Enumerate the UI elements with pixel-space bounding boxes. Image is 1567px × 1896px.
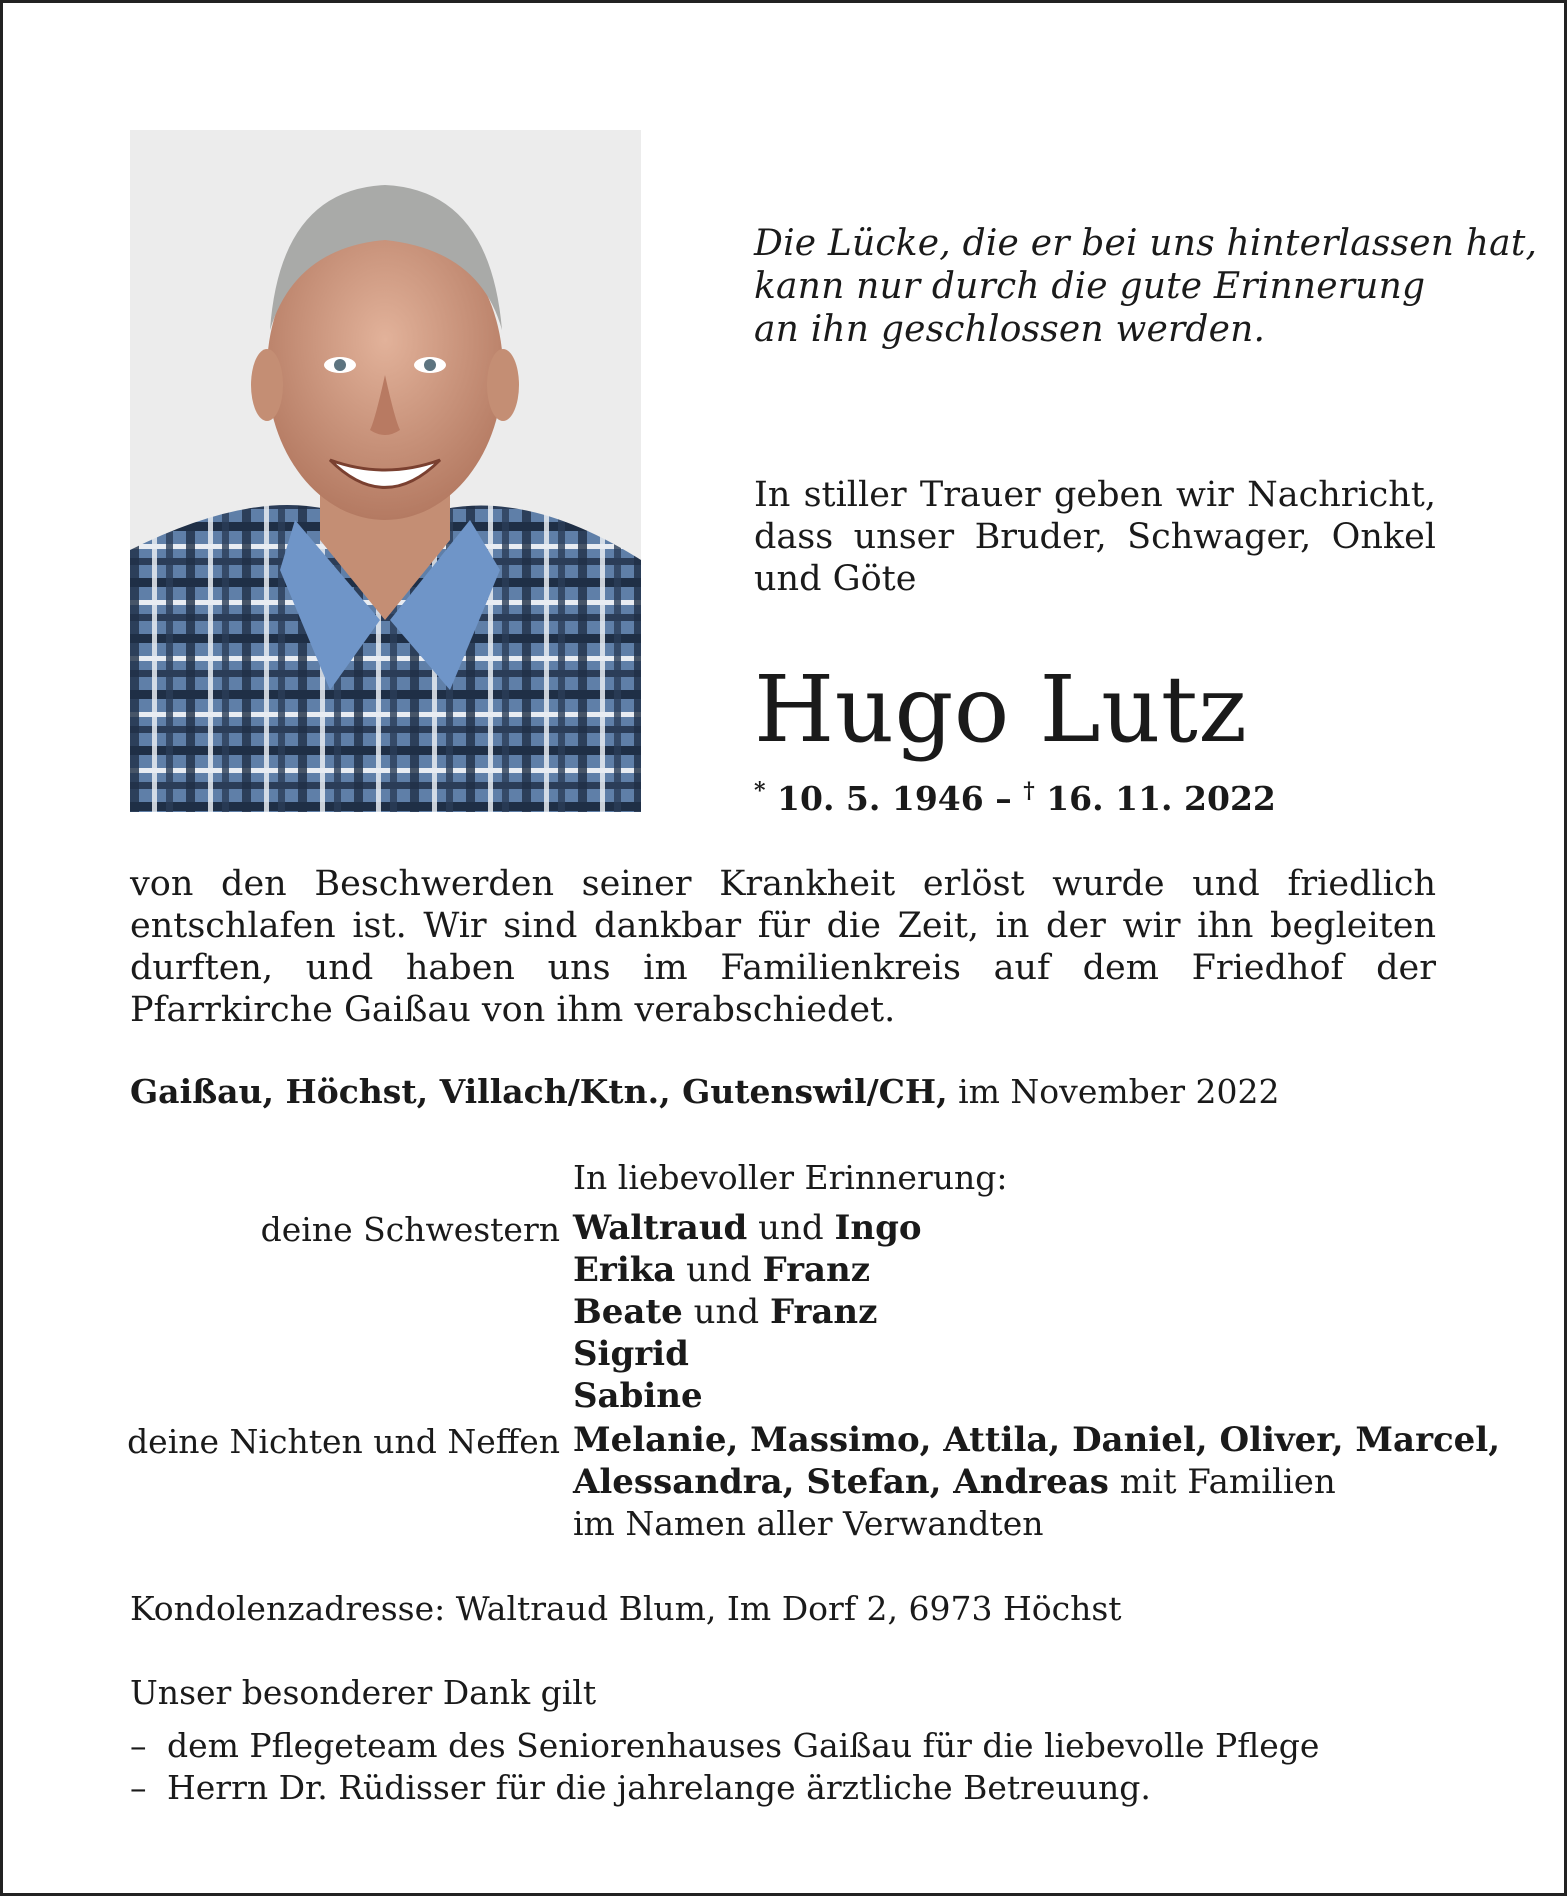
death-symbol: † [1023,778,1035,804]
sister-name: Sigrid [573,1334,689,1374]
partner-name: Franz [769,1292,878,1332]
nieces-line [573,1462,1336,1502]
deceased-name: Hugo Lutz [754,656,1248,763]
sister-name: Erika [573,1250,676,1290]
with-families: mit Familien [1119,1462,1336,1502]
thanks-text: Herrn Dr. Rüdisser für die jahrelange ärztliche Betreuung. [167,1768,1151,1807]
conjunction: und [686,1250,752,1290]
partner-name: Ingo [834,1208,922,1248]
motto-line: Die Lücke, die er bei uns hinterlassen hat, [754,223,1538,264]
nieces-names: Melanie, Massimo, Attila, Daniel, Oliver, Marcel, [573,1420,1501,1460]
motto-line: an ihn geschlossen werden. [754,309,1266,350]
thanks-item [130,1726,1319,1765]
portrait-photo [130,130,641,812]
motto-line: kann nur durch die gute Erinnerung [754,266,1426,307]
memory-line: In liebevoller Erinnerung: [573,1158,1008,1197]
places-locations: Gaißau, Höchst, Villach/Ktn., Gutenswil/CH, [130,1072,948,1111]
list-dash: – [130,1768,147,1807]
sister-line [573,1208,922,1248]
sister-line [573,1250,870,1290]
thanks-heading: Unser besonderer Dank gilt [130,1673,597,1712]
list-dash: – [130,1726,147,1765]
motto-quote [754,222,1538,351]
thanks-text: dem Pflegeteam des Seniorenhauses Gaißau für die liebevolle Pflege [167,1726,1320,1765]
intro-text: In stiller Trauer geben wir Nachricht, dass unser Bruder, Schwager, Onkel und Göte [754,475,1436,599]
birth-date: 10. 5. 1946 [777,779,984,818]
condolence-address: Kondolenzadresse: Waltraud Blum, Im Dorf 2, 6973 Höchst [130,1589,1122,1628]
relatives-line: im Namen aller Verwandten [573,1504,1044,1543]
death-date: 16. 11. 2022 [1046,779,1276,818]
birth-symbol: * [754,778,766,804]
life-dates [754,778,1276,818]
conjunction: und [693,1292,760,1332]
sister-line [573,1292,877,1332]
sister-name: Beate [573,1292,683,1332]
body-paragraph: von den Beschwerden seiner Krankheit erlöst wurde und friedlich entschlafen ist. Wir sind dankbar für die Zeit, in der wir ihn begleiten durften, und haben uns im Familienkreis auf dem Friedhof der Pfarrkirche Gaißau von ihm verabschiedet. [130,864,1436,1030]
sister-name: Sabine [573,1376,703,1416]
nieces-label: deine Nichten und Neffen [127,1422,560,1461]
sister-line [573,1376,703,1416]
sister-name: Waltraud [573,1208,748,1248]
thanks-item [130,1768,1151,1807]
places-date: im November 2022 [958,1072,1280,1111]
conjunction: und [758,1208,824,1248]
sister-line [573,1334,689,1374]
nieces-names: Alessandra, Stefan, Andreas [573,1462,1109,1502]
partner-name: Franz [762,1250,871,1290]
nieces-line [573,1420,1500,1460]
date-separator: – [995,779,1012,818]
sisters-label: deine Schwestern [260,1210,560,1249]
places-line [130,1072,1280,1111]
